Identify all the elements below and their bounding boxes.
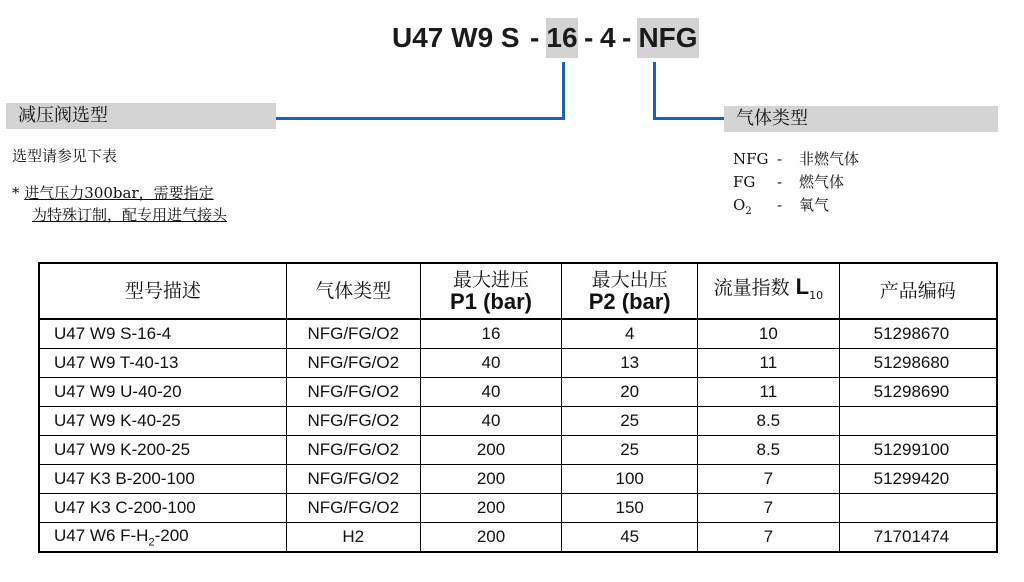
header-model: 型号描述: [39, 263, 286, 319]
table-row: U47 K3 C-200-100 NFG/FG/O2 200 150 7: [39, 494, 997, 523]
gas-type-list: [733, 148, 859, 223]
table-header-row: [39, 263, 997, 319]
valve-selection-label: 减压阀选型: [6, 103, 276, 129]
gas-type-label: 气体类型: [724, 106, 998, 132]
header-gas: 气体类型: [286, 263, 420, 319]
code-part-outlet-pressure: 4: [600, 22, 616, 53]
table-row: U47 W6 $F-H_2-200$ H2 200 45 7 71701474: [39, 523, 997, 553]
table-row: U47 W9 K-40-25 NFG/FG/O2 40 25 8.5: [39, 407, 997, 436]
code-dash: -: [584, 22, 594, 53]
header-p1: 最大进压 P1 (bar): [420, 263, 562, 319]
connector-line: [653, 62, 656, 120]
connector-line: [275, 117, 565, 120]
code-part-base: U47 W9 S: [392, 22, 520, 53]
selection-hint: 选型请参见下表: [12, 147, 118, 165]
connector-line: [653, 117, 725, 120]
table-row: U47 W9 K-200-25 NFG/FG/O2 200 25 8.5 51299100: [39, 436, 997, 465]
gas-item: $O_2$ - 氧气: [733, 196, 830, 217]
table-row: U47 W9 T-40-13 NFG/FG/O2 40 13 11 51298680: [39, 349, 997, 378]
special-order-note: [12, 182, 227, 226]
code-part-inlet-pressure: 16: [546, 18, 578, 58]
model-code: [0, 18, 1024, 58]
header-code: 产品编码: [839, 263, 997, 319]
header-p2: 最大出压 P2 (bar): [562, 263, 698, 319]
table-row: U47 W9 U-40-20 NFG/FG/O2 40 20 11 51298690: [39, 378, 997, 407]
note-line-1: 进气压力300bar，需要指定: [24, 184, 214, 202]
code-part-gas-type: NFG: [637, 18, 699, 58]
note-line-2: 为特殊订制，配专用进气接头: [32, 206, 228, 224]
table-row: U47 K3 B-200-100 NFG/FG/O2 200 100 7 51299420: [39, 465, 997, 494]
table-row: U47 W9 S-16-4 NFG/FG/O2 16 4 10 51298670: [39, 319, 997, 349]
header-flow: 流量指数 $L_{10}$: [698, 263, 840, 319]
code-dash: -: [530, 22, 540, 53]
code-dash: -: [622, 22, 632, 53]
connector-line: [562, 62, 565, 120]
note-star: *: [12, 184, 20, 202]
gas-item: NFG - 非燃气体: [733, 150, 860, 168]
gas-item: FG - 燃气体: [733, 173, 845, 191]
spec-table: [38, 262, 998, 553]
